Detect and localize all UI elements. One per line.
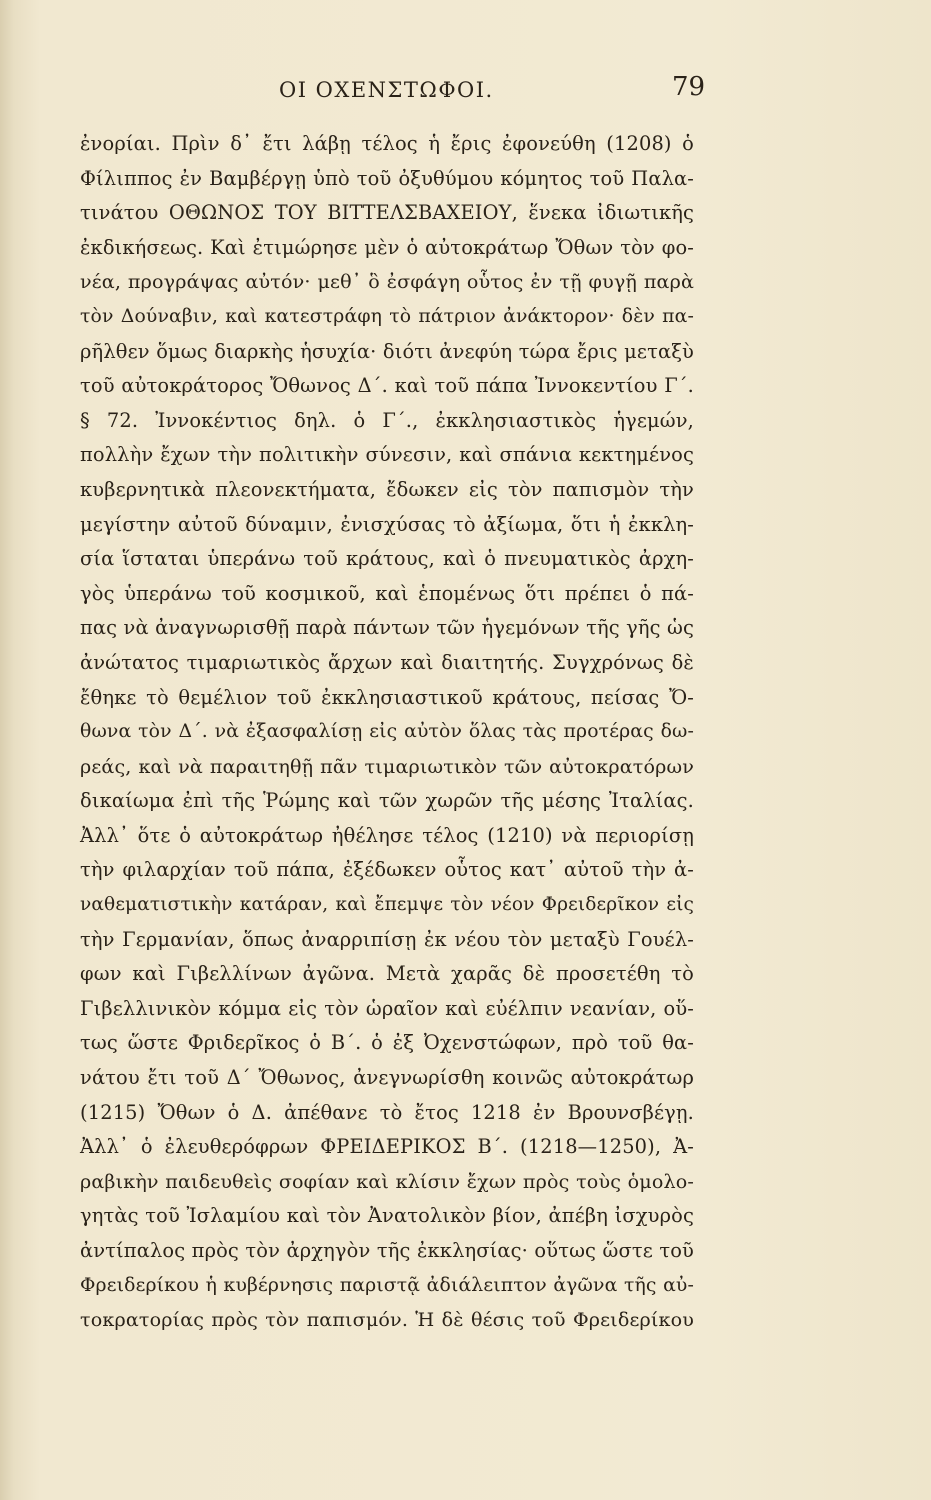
text-line: νέα, προγράψας αὐτόν· μεθ᾽ ὃ ἐσφάγη οὗτος ἐν τῇ φυγῇ παρὰ bbox=[80, 270, 694, 294]
text-line: πολλὴν ἔχων τὴν πολιτικὴν σύνεσιν, καὶ σπάνια κεκτημένος bbox=[80, 443, 694, 467]
text-line: τοκρατορίας πρὸς τὸν παπισμόν. Ἡ δὲ θέσις τοῦ Φρειδερίκου bbox=[80, 1308, 694, 1332]
text-line: τινάτου ΟΘΩΝΟΣ ΤΟΥ ΒΙΤΤΕΛΣΒΑΧΕΙΟΥ, ἕνεκα ἰδιωτικῆς bbox=[80, 201, 694, 225]
text-line: ἀνώτατος τιμαριωτικὸς ἄρχων καὶ διαιτητής. Συγχρόνως δὲ bbox=[80, 650, 694, 674]
text-line: θωνα τὸν Δ΄. νὰ ἐξασφαλίσῃ εἰς αὐτὸν ὅλας τὰς προτέρας δω- bbox=[80, 721, 694, 743]
text-line: Ἀλλ᾽ ὁ ἐλευθερόφρων ΦΡΕΙΔΕΡΙΚΟΣ Β΄. (1218—1250), Ἀ- bbox=[80, 1135, 694, 1159]
text-line: δικαίωμα ἐπὶ τῆς Ῥώμης καὶ τῶν χωρῶν τῆς μέσης Ἰταλίας. bbox=[80, 789, 694, 813]
text-line: τὴν Γερμανίαν, ὅπως ἀναρριπίσῃ ἐκ νέου τὸν μεταξὺ Γουέλ- bbox=[80, 927, 694, 951]
body-text bbox=[80, 127, 694, 1338]
text-line: ρεάς, καὶ νὰ παραιτηθῇ πᾶν τιμαριωτικὸν τῶν αὐτοκρατόρων bbox=[80, 754, 694, 778]
text-line: κυβερνητικὰ πλεονεκτήματα, ἔδωκεν εἰς τὸν παπισμὸν τὴν bbox=[80, 477, 694, 501]
text-line: Φίλιππος ἐν Βαμβέργῃ ὑπὸ τοῦ ὀξυθύμου κόμητος τοῦ Παλα- bbox=[80, 166, 694, 190]
text-line: Φρειδερίκου ἡ κυβέρνησις παριστᾷ ἀδιάλειπτον ἀγῶνα τῆς αὐ- bbox=[80, 1274, 694, 1296]
text-line: γὸς ὑπεράνω τοῦ κοσμικοῦ, καὶ ἑπομένως ὅτι πρέπει ὁ πά- bbox=[80, 581, 694, 605]
text-line: § 72. Ἰννοκέντιος δηλ. ὁ Γ΄., ἐκκλησιαστικὸς ἡγεμών, bbox=[80, 408, 694, 432]
text-line: Ἀλλ᾽ ὅτε ὁ αὐτοκράτωρ ἠθέλησε τέλος (1210) νὰ περιορίσῃ bbox=[80, 823, 694, 847]
text-line: τοῦ αὐτοκράτορος Ὄθωνος Δ΄. καὶ τοῦ πάπα Ἰννοκεντίου Γ΄. bbox=[80, 374, 694, 398]
text-line: ἔθηκε τὸ θεμέλιον τοῦ ἐκκλησιαστικοῦ κράτους, πείσας Ὄ- bbox=[80, 685, 694, 709]
text-line: σία ἵσταται ὑπεράνω τοῦ κράτους, καὶ ὁ πνευματικὸς ἀρχη- bbox=[80, 547, 694, 571]
text-line: ρῆλθεν ὅμως διαρκὴς ἡσυχία· διότι ἀνεφύη τώρα ἔρις μεταξὺ bbox=[80, 339, 694, 363]
text-line: τως ὥστε Φριδερῖκος ὁ Β΄. ὁ ἐξ Ὀχενστώφων, πρὸ τοῦ θα- bbox=[80, 1031, 694, 1055]
page-number: 79 bbox=[672, 72, 706, 102]
text-line: ναθεματιστικὴν κατάραν, καὶ ἔπεμψε τὸν νέον Φρειδερῖκον εἰς bbox=[80, 894, 694, 916]
text-line: νάτου ἔτι τοῦ Δ΄ Ὄθωνος, ἀνεγνωρίσθη κοινῶς αὐτοκράτωρ bbox=[80, 1066, 694, 1090]
text-line: πας νὰ ἀναγνωρισθῇ παρὰ πάντων τῶν ἡγεμόνων τῆς γῆς ὡς bbox=[80, 616, 694, 640]
text-line: τὴν φιλαρχίαν τοῦ πάπα, ἐξέδωκεν οὗτος κατ᾽ αὐτοῦ τὴν ἀ- bbox=[80, 858, 694, 882]
text-line: φων καὶ Γιβελλίνων ἀγῶνα. Μετὰ χαρᾶς δὲ προσετέθη τὸ bbox=[80, 962, 694, 986]
text-line: τὸν Δούναβιν, καὶ κατεστράφη τὸ πάτριον ἀνάκτορον· δὲν πα- bbox=[80, 305, 694, 327]
text-line: γητὰς τοῦ Ἰσλαμίου καὶ τὸν Ἀνατολικὸν βίον, ἀπέβη ἰσχυρὸς bbox=[80, 1204, 694, 1228]
text-line: (1215) Ὄθων ὁ Δ. ἀπέθανε τὸ ἔτος 1218 ἐν Βρουνσβέγῃ. bbox=[80, 1100, 694, 1124]
page-header bbox=[0, 72, 931, 112]
running-head: ΟΙ ΟΧΕΝΣΤΩΦΟΙ. bbox=[279, 78, 494, 102]
text-line: ἐνορίαι. Πρὶν δ᾽ ἔτι λάβῃ τέλος ἡ ἔρις ἐφονεύθη (1208) ὁ bbox=[80, 132, 694, 155]
text-line: ραβικὴν παιδευθεὶς σοφίαν καὶ κλίσιν ἔχων πρὸς τοὺς ὁμολο- bbox=[80, 1169, 694, 1193]
text-line: ἐκδικήσεως. Καὶ ἐτιμώρησε μὲν ὁ αὐτοκράτωρ Ὄθων τὸν φο- bbox=[80, 235, 694, 259]
text-line: ἀντίπαλος πρὸς τὸν ἀρχηγὸν τῆς ἐκκλησίας· οὕτως ὥστε τοῦ bbox=[80, 1239, 694, 1262]
text-line: μεγίστην αὐτοῦ δύναμιν, ἐνισχύσας τὸ ἀξίωμα, ὅτι ἡ ἐκκλη- bbox=[80, 512, 694, 536]
text-line: Γιβελλινικὸν κόμμα εἰς τὸν ὡραῖον καὶ εὐέλπιν νεανίαν, οὕ- bbox=[80, 996, 694, 1020]
